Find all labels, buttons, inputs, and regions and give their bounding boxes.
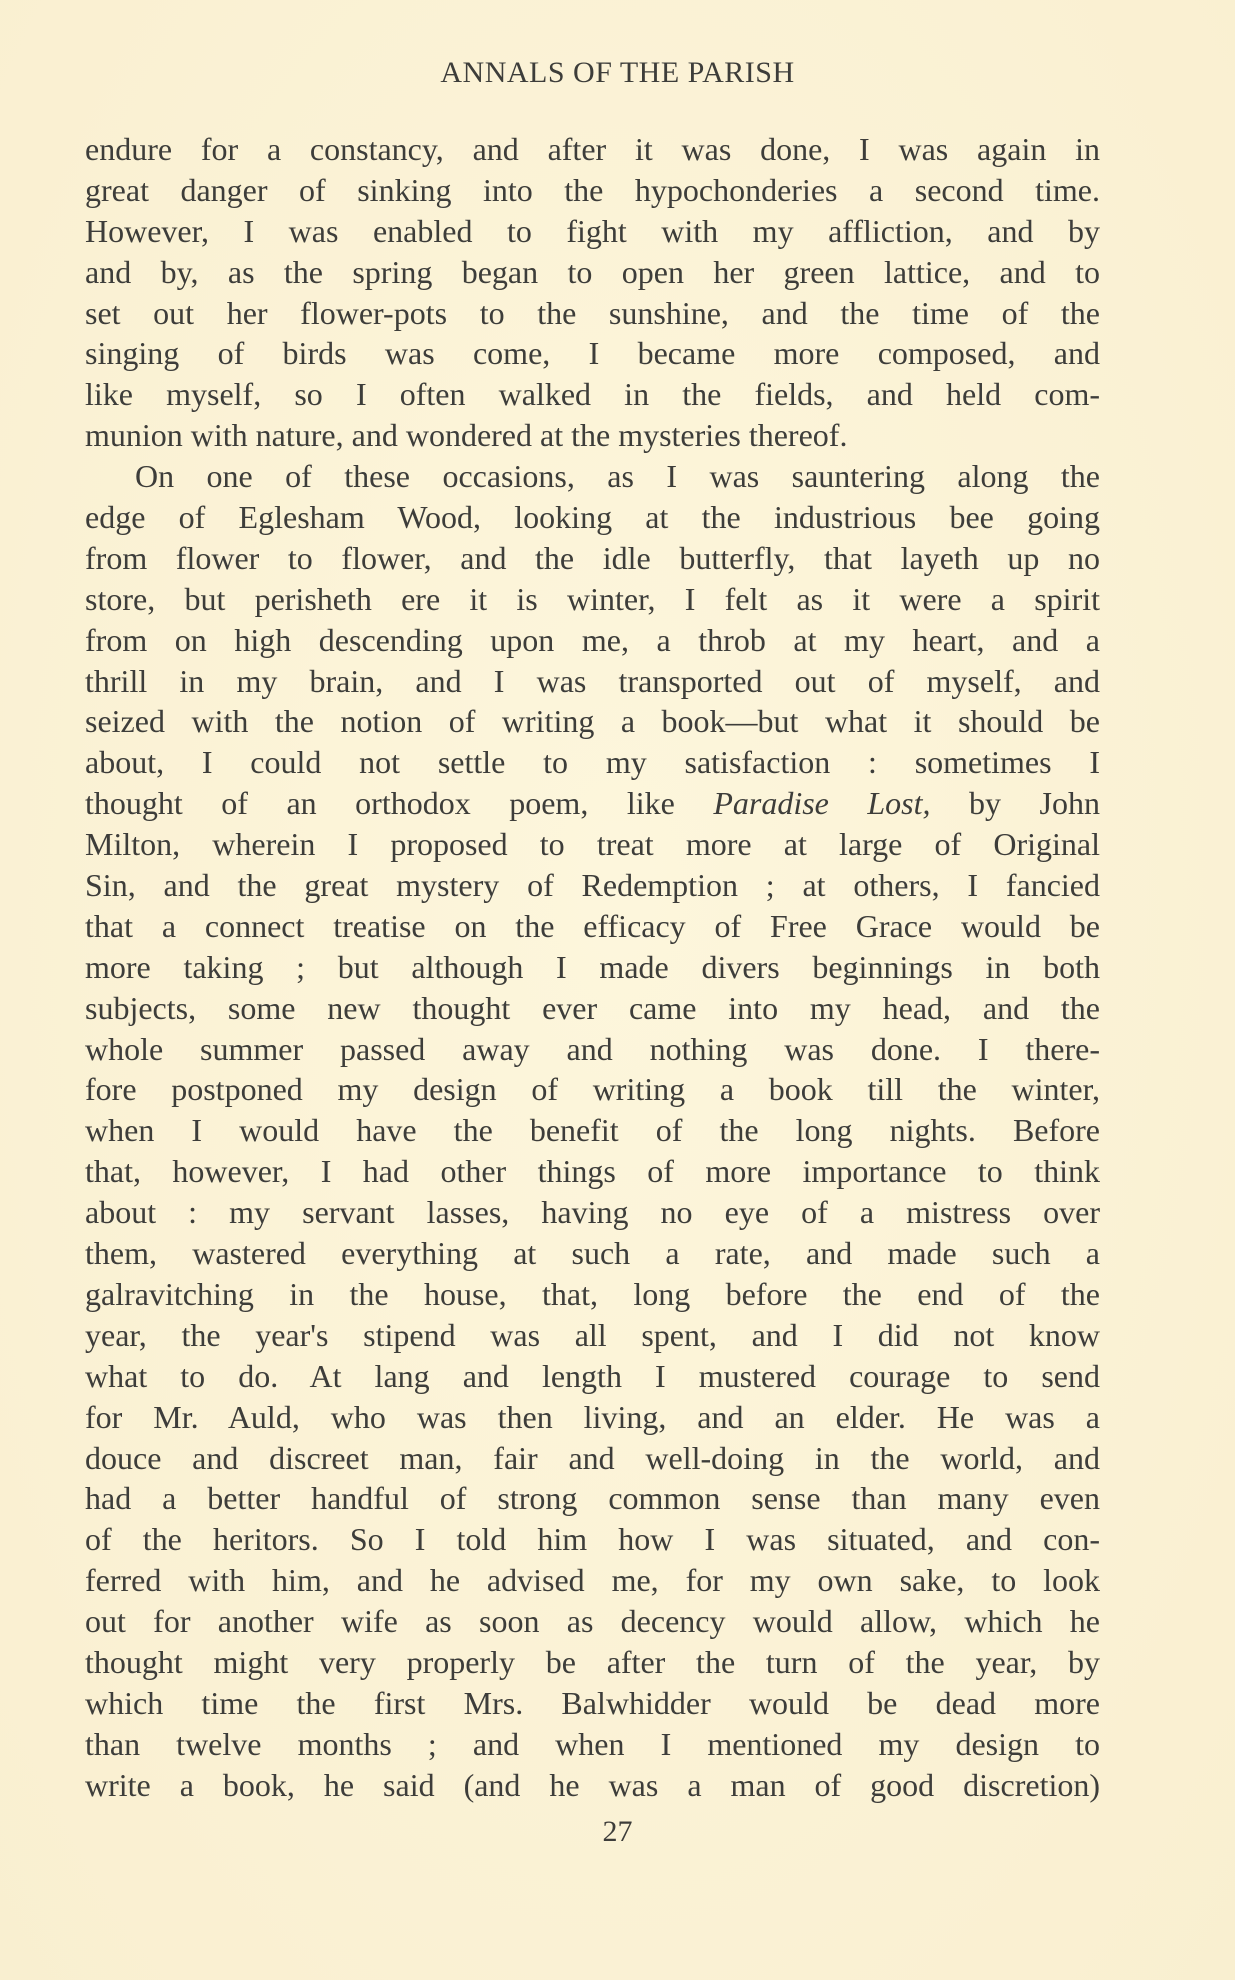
text-line: Sin, and the great mystery of Redemption ; at others, I fancied xyxy=(85,867,1100,904)
text-line: whole summer passed away and nothing was done. I there- xyxy=(85,1030,1100,1067)
text-line: that, however, I had other things of more importance to think xyxy=(85,1153,1100,1190)
text-line: ferred with him, and he advised me, for my own sake, to look xyxy=(85,1562,1100,1599)
text-line: write a book, he said (and he was a man of good discretion) xyxy=(85,1766,1100,1803)
text-line: more taking ; but although I made divers beginnings in both xyxy=(85,948,1100,985)
text-line: set out her flower-pots to the sunshine, and the time of the xyxy=(85,294,1100,331)
text-line: year, the year's stipend was all spent, and I did not know xyxy=(85,1316,1100,1353)
text-line: edge of Eglesham Wood, looking at the industrious bee going xyxy=(85,499,1100,536)
text-line: fore postponed my design of writing a book till the winter, xyxy=(85,1071,1100,1108)
text-line: galravitching in the house, that, long before the end of the xyxy=(85,1275,1100,1312)
text-line: thought might very properly be after the turn of the year, by xyxy=(85,1643,1100,1680)
text-line: them, wastered everything at such a rate, and made such a xyxy=(85,1235,1100,1272)
text-line: subjects, some new thought ever came into my head, and the xyxy=(85,989,1100,1026)
text-line: about, I could not settle to my satisfaction : sometimes I xyxy=(85,744,1100,781)
text-line: like myself, so I often walked in the fields, and held com- xyxy=(85,376,1100,413)
text-line: singing of birds was come, I became more composed, and xyxy=(85,335,1100,372)
running-header: ANNALS OF THE PARISH xyxy=(440,56,795,89)
text-line: thrill in my brain, and I was transported out of myself, and xyxy=(85,662,1100,699)
text-line: However, I was enabled to fight with my affliction, and by xyxy=(85,212,1100,249)
text-line: munion with nature, and wondered at the mysteries thereof. xyxy=(85,417,848,454)
text-line: douce and discreet man, fair and well-doing in the world, and xyxy=(85,1439,1100,1476)
text-line: that a connect treatise on the efficacy of Free Grace would be xyxy=(85,907,1100,944)
text-line: On one of these occasions, as I was sauntering along the xyxy=(135,458,1100,495)
text-line: than twelve months ; and when I mentioned my design to xyxy=(85,1725,1100,1762)
body-text xyxy=(85,129,1100,1806)
text-line: store, but perisheth ere it is winter, I felt as it were a spirit xyxy=(85,580,1100,617)
text-line: great danger of sinking into the hypochonderies a second time. xyxy=(85,171,1100,208)
text-span: by John xyxy=(930,785,1101,822)
text-span: thought of an orthodox poem, like xyxy=(85,785,714,822)
text-line xyxy=(85,783,1100,824)
text-line: endure for a constancy, and after it was done, I was again in xyxy=(85,131,1100,167)
text-line: when I would have the benefit of the long nights. Before xyxy=(85,1112,1100,1149)
text-line: of the heritors. So I told him how I was situated, and con- xyxy=(85,1521,1100,1558)
text-line: out for another wife as soon as decency would allow, which he xyxy=(85,1603,1100,1640)
text-line: from flower to flower, and the idle butterfly, that layeth up no xyxy=(85,539,1100,576)
page-number: 27 xyxy=(602,1815,633,1848)
text-line: from on high descending upon me, a throb at my heart, and a xyxy=(85,621,1100,658)
text-line: what to do. At lang and length I mustered courage to send xyxy=(85,1357,1100,1394)
text-line: about : my servant lasses, having no eye of a mistress over xyxy=(85,1194,1100,1231)
text-line: for Mr. Auld, who was then living, and an elder. He was a xyxy=(85,1398,1100,1435)
text-line: and by, as the spring began to open her green lattice, and to xyxy=(85,253,1100,290)
text-line: seized with the notion of writing a book—but what it should be xyxy=(85,703,1100,740)
text-line: which time the first Mrs. Balwhidder would be dead more xyxy=(85,1684,1100,1721)
text-line: had a better handful of strong common sense than many even xyxy=(85,1480,1100,1517)
italic-title: Paradise Lost, xyxy=(713,785,931,822)
text-line: Milton, wherein I proposed to treat more at large of Original xyxy=(85,826,1100,863)
